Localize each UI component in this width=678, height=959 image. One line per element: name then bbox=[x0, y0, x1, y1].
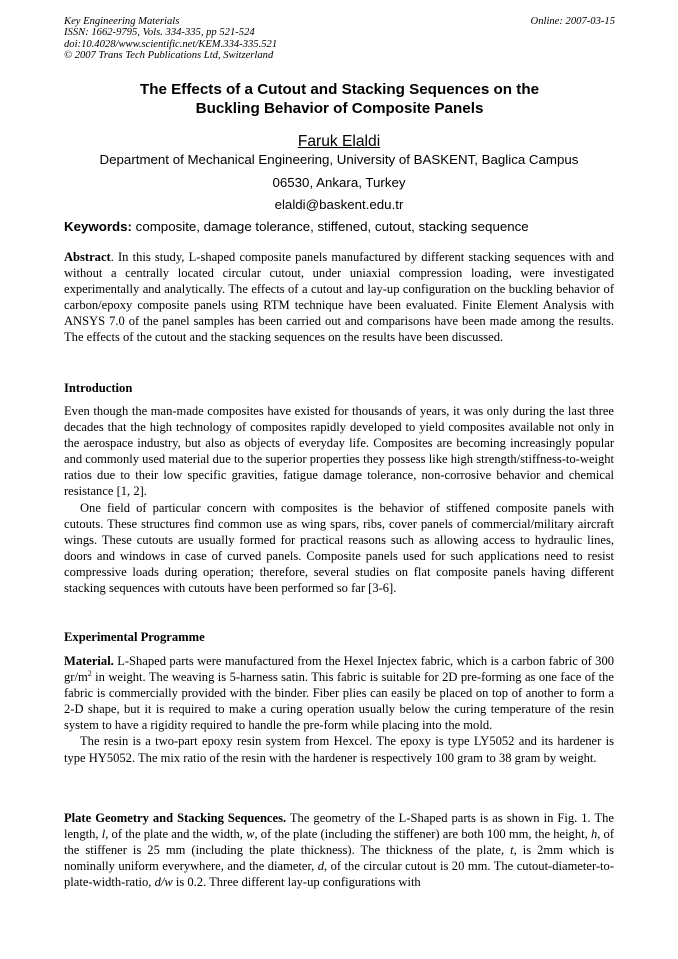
var-dw: d/w bbox=[154, 875, 173, 890]
introduction-body bbox=[64, 403, 614, 596]
plate-text-1: The geometry of the L-Shaped parts is as shown in Fig. 1. The length, bbox=[64, 811, 615, 842]
keywords-label: Keywords: bbox=[64, 219, 132, 234]
material-text-a: L-Shaped parts were manufactured from the Hexel Injectex fabric, which is a carbon fabric of 300 gr/m bbox=[64, 654, 614, 685]
page-header bbox=[64, 16, 615, 62]
author-email[interactable]: elaldi@baskent.edu.tr bbox=[274, 197, 404, 212]
material-label: Material. bbox=[64, 654, 114, 668]
resin-paragraph: The resin is a two-part epoxy resin system from Hexcel. The epoxy is type LY5052 and its hardener is type HY5052. The mix ratio of the resin with the hardener is respectively 100 gram to 38 gram by weight. bbox=[64, 734, 614, 765]
experimental-body bbox=[64, 653, 614, 766]
copyright-line: © 2007 Trans Tech Publications Ltd, Switzerland bbox=[64, 50, 274, 62]
var-d: d bbox=[317, 859, 325, 874]
keywords-text: composite, damage tolerance, stiffened, cutout, stacking sequence bbox=[131, 219, 529, 234]
plate-text-6: , of the circular cutout is 20 mm. The cutout-diameter-to-plate-width-ratio, bbox=[64, 859, 614, 890]
author-name: Faruk Elaldi bbox=[297, 133, 381, 150]
title-line-2: Buckling Behavior of Composite Panels bbox=[195, 100, 484, 117]
abstract bbox=[64, 249, 614, 346]
author-address: 06530, Ankara, Turkey bbox=[272, 175, 406, 190]
abstract-text: . In this study, L-shaped composite panels manufactured by different stacking sequences with and without a centrally located circular cutout, under uniaxial compression loading, were investigated experimentally and analytically. The effects of a cutout and lay-up configuration on the buckling behavior of carbon/epoxy composite panels using RTM technique have been evaluated. Finite Element Analysis with ANSYS 7.0 of the panel samples has been carried out and comparisons have been made among the results. The effects of the cutout and the stacking sequences on the results have been discussed. bbox=[64, 250, 614, 345]
experimental-heading: Experimental Programme bbox=[64, 630, 205, 644]
var-h: h bbox=[590, 827, 598, 842]
introduction-paragraph-1: Even though the man-made composites have existed for thousands of years, it was only during the last three decades that the high technology of composites rapidly developed to yield composites available not only in the aerospace industry, but also as objects of everyday life. Composites are becoming increasingly popular and commonly used material due to the superior properties they possess like high strength/stiffness-to-weight ratios due to their low specific gravities, fatigue damage tolerance, non-corrosive behavior and chemical resistance [1, 2]. bbox=[64, 404, 614, 499]
plate-text-2: , of the plate and the width, bbox=[105, 827, 247, 842]
keywords bbox=[64, 219, 624, 234]
journal-name: Key Engineering Materials bbox=[64, 16, 180, 27]
abstract-label: Abstract bbox=[64, 250, 111, 264]
plate-label: Plate Geometry and Stacking Sequences. bbox=[64, 811, 287, 825]
introduction-paragraph-2: One field of particular concern with composites is the behavior of stiffened composite panels with cutouts. These structures find common use as wing spars, ribs, cover panels of commercial/military aircraft wings. These cutouts are usually formed for practical reasons such as allowing access to hydraulic lines, doors and windows in case of curved panels. Composite panels used for such applications need to resist compressive loads during operation; therefore, several studies on flat composite panels having different stacking sequences with cutouts have been performed so far [3-6]. bbox=[64, 500, 614, 596]
issn-line: ISSN: 1662-9795, Vols. 334-335, pp 521-524 bbox=[64, 27, 255, 39]
var-t: t bbox=[510, 843, 514, 858]
material-superscript: 2 bbox=[87, 668, 92, 678]
material-paragraph bbox=[64, 653, 614, 733]
var-w: w bbox=[246, 827, 255, 842]
plate-text-7: is 0.2. Three different lay-up configurations with bbox=[172, 875, 421, 890]
plate-geometry bbox=[64, 810, 614, 890]
plate-text-5: , is 2mm which is nominally uniform everywhere, and the diameter, bbox=[64, 843, 614, 874]
plate-text-3: , of the plate (including the stiffener) are both 100 mm, the height, bbox=[254, 827, 591, 842]
introduction-heading: Introduction bbox=[64, 381, 133, 395]
var-l: l bbox=[101, 827, 106, 842]
plate-text-4: , of the stiffener is 25 mm (including the plate thickness). The thickness of the plate, bbox=[64, 827, 615, 858]
material-text-b: in weight. The weaving is 5-harness satin. This fabric is suitable for 2D pre-forming as one face of the fabric is commercially provided with the binder. Fiber plies can easily be placed on top of another to form a 2-D shape, but it is required to make a curing operation usually below the curing temperature of the resin system to have a rigidity required to handle the pre-form while placing into the mold. bbox=[64, 670, 614, 733]
plate-paragraph bbox=[64, 810, 614, 890]
paper-title bbox=[64, 80, 615, 118]
online-date: Online: 2007-03-15 bbox=[530, 16, 615, 27]
author-affiliation: Department of Mechanical Engineering, University of BASKENT, Baglica Campus bbox=[99, 152, 579, 167]
title-line-1: The Effects of a Cutout and Stacking Sequences on the bbox=[139, 81, 540, 98]
doi-line[interactable]: doi:10.4028/www.scientific.net/KEM.334-335.521 bbox=[64, 38, 278, 50]
